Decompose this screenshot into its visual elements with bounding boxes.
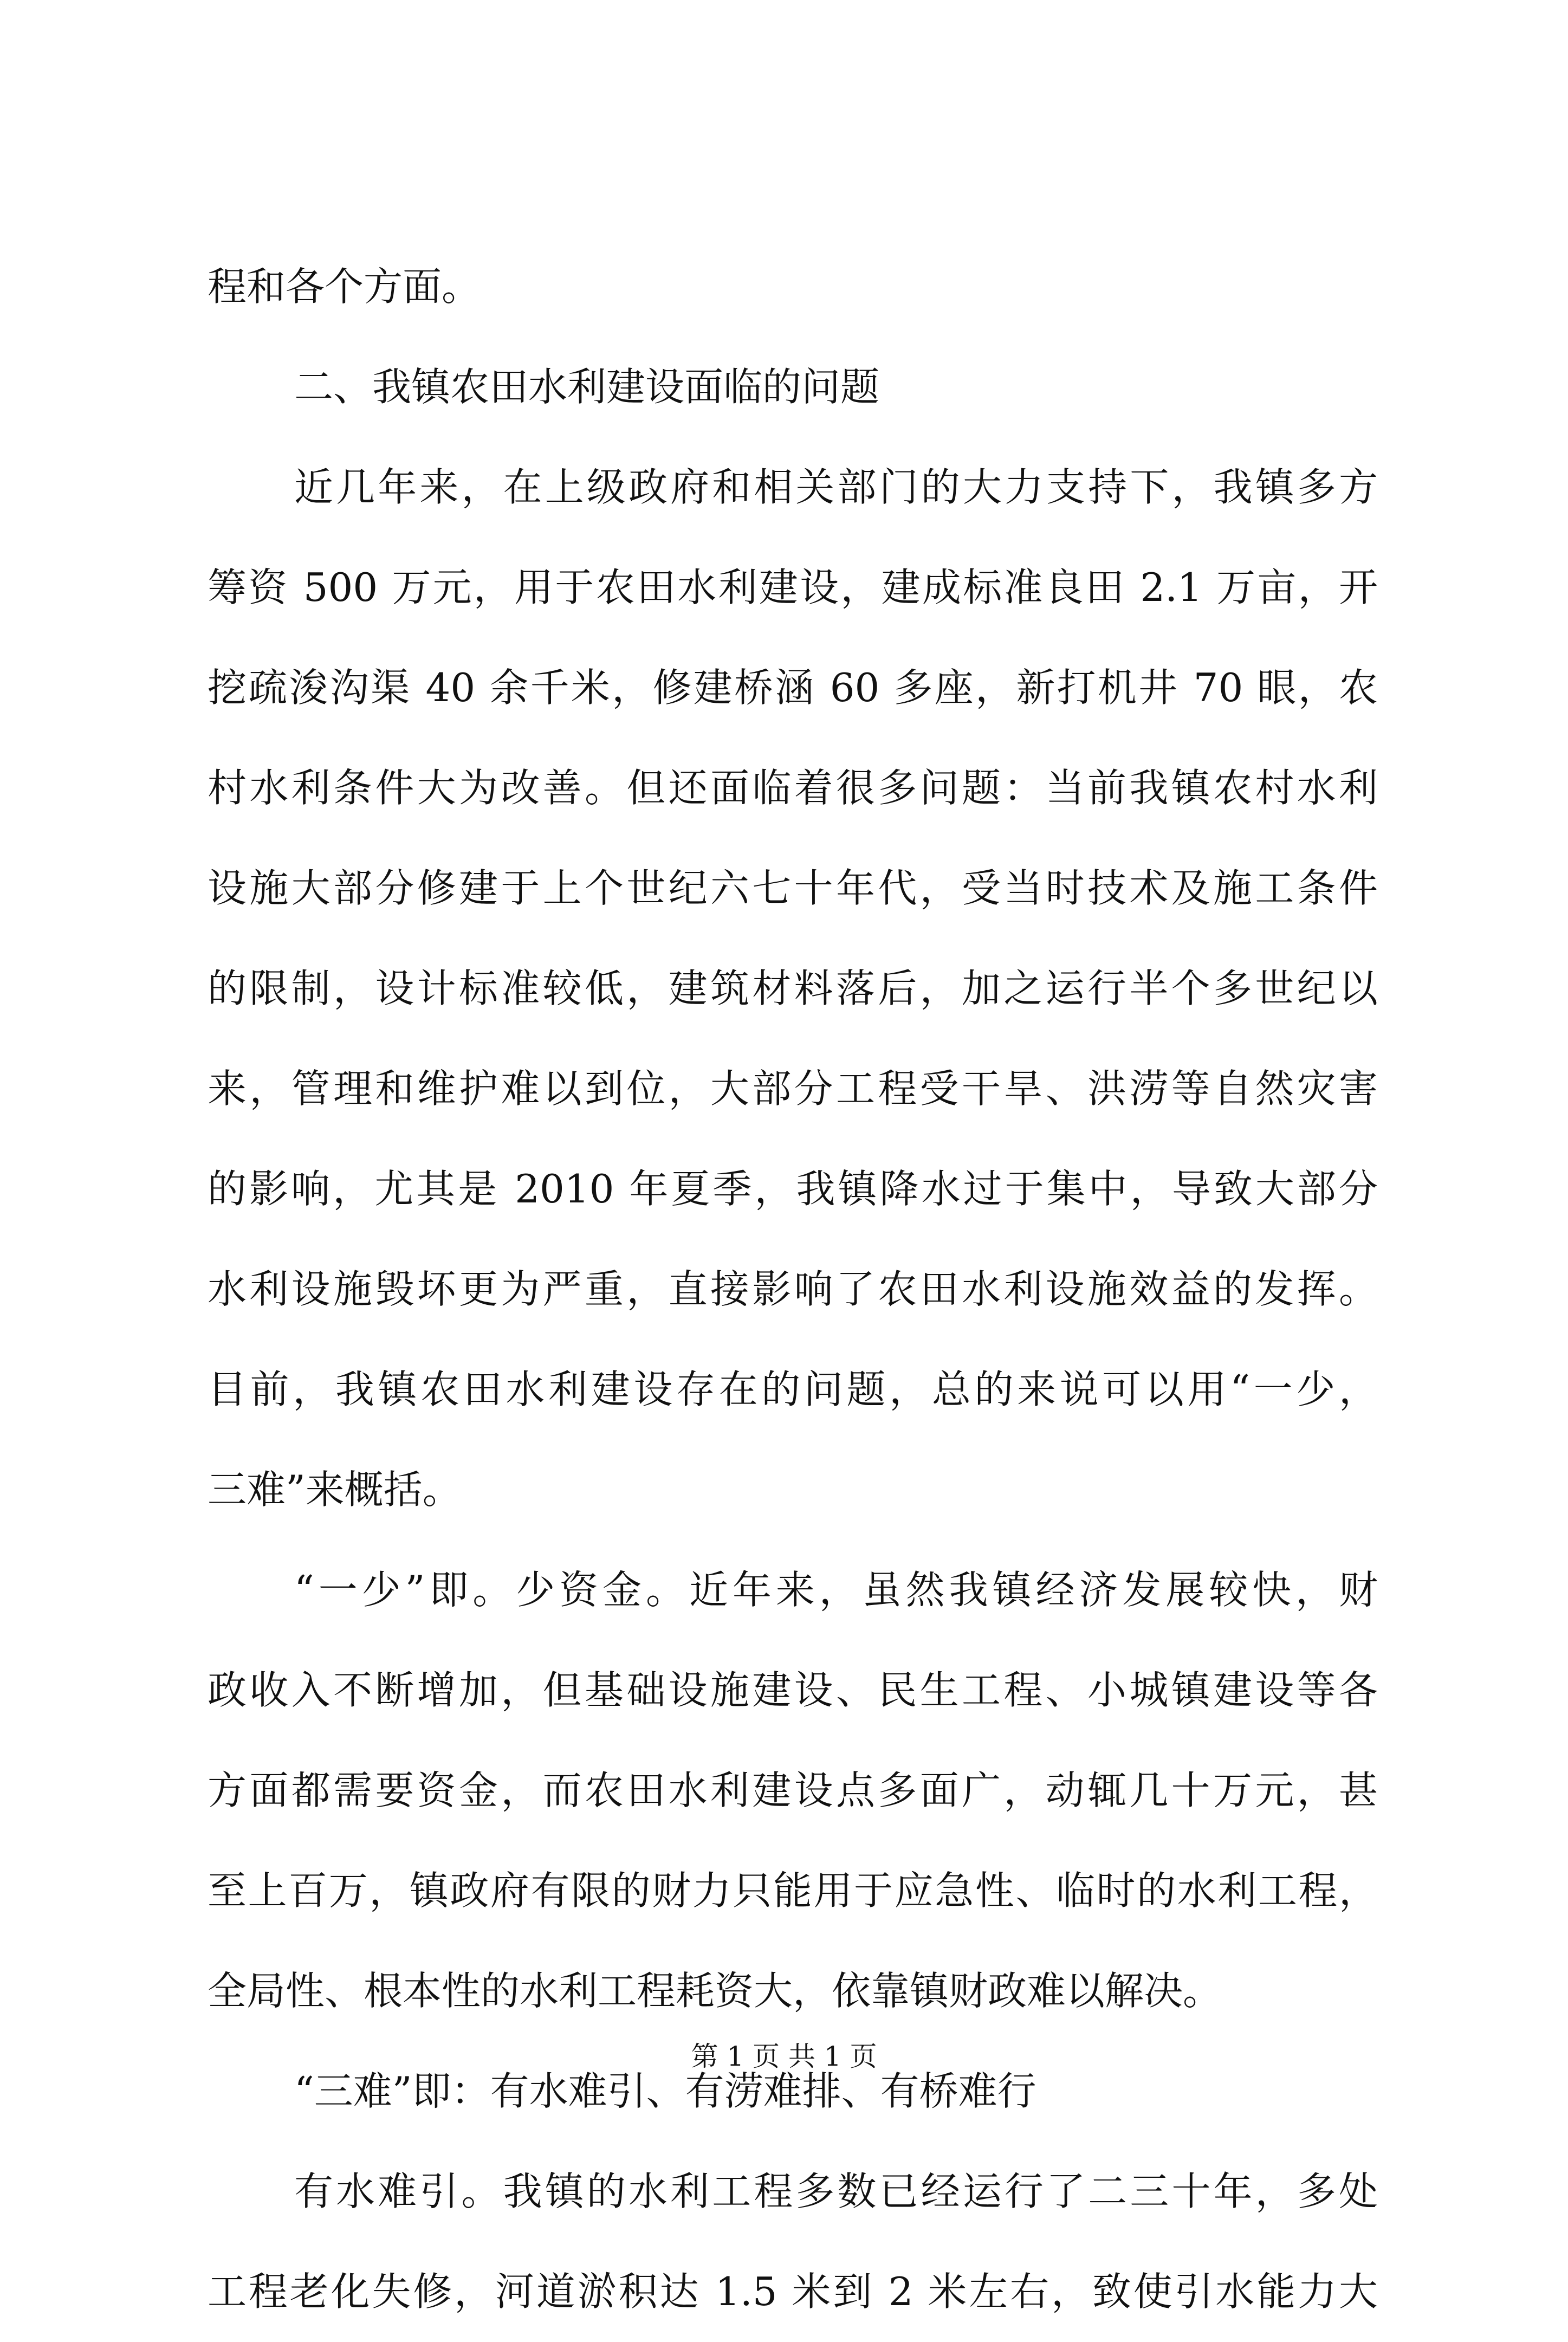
text-line: 的限制，设计标准较低，建筑材料落后，加之运行半个多世纪以 [208,966,1378,1011]
text-line: 近几年来，在上级政府和相关部门的大力支持下，我镇多方 [294,464,1378,510]
text-line: “三难”即：有水难引、有涝难排、有桥难行 [294,2068,1036,2114]
text-line: 村水利条件大为改善。但还面临着很多问题：当前我镇农村水利 [208,765,1378,811]
text-line: 的影响，尤其是 2010 年夏季，我镇降水过于集中，导致大部分 [208,1166,1378,1212]
text-line: “一少”即。少资金。近年来，虽然我镇经济发展较快，财 [294,1567,1378,1613]
page-number: 第 1 页 共 1 页 [691,2041,877,2072]
text-line: 全局性、根本性的水利工程耗资大，依靠镇财政难以解决。 [208,1968,1222,2014]
text-line: 来，管理和维护难以到位，大部分工程受干旱、洪涝等自然灾害 [208,1066,1378,1111]
text-line: 筹资 500 万元，用于农田水利建设，建成标准良田 2.1 万亩，开 [208,565,1378,610]
text-line: 三难”来概括。 [208,1467,462,1512]
text-line: 程和各个方面。 [208,264,481,309]
text-line: 目前，我镇农田水利建设存在的问题，总的来说可以用“一少， [208,1367,1378,1412]
section-heading: 二、我镇农田水利建设面临的问题 [294,364,880,410]
text-line: 工程老化失修，河道淤积达 1.5 米到 2 米左右，致使引水能力大 [208,2269,1378,2314]
text-line: 政收入不断增加，但基础设施建设、民生工程、小城镇建设等各 [208,1667,1378,1713]
text-line: 有水难引。我镇的水利工程多数已经运行了二三十年，多处 [294,2169,1378,2214]
text-line: 挖疏浚沟渠 40 余千米，修建桥涵 60 多座，新打机井 70 眼，农 [208,665,1378,710]
text-line: 至上百万，镇政府有限的财力只能用于应急性、临时的水利工程， [208,1868,1378,1913]
page-footer [0,2037,1568,2075]
text-line: 设施大部分修建于上个世纪六七十年代，受当时技术及施工条件 [208,865,1378,911]
body-text [208,237,1378,2342]
text-line: 水利设施毁坏更为严重，直接影响了农田水利设施效益的发挥。 [208,1266,1378,1312]
text-line: 方面都需要资金，而农田水利建设点多面广，动辄几十万元，甚 [208,1768,1378,1813]
